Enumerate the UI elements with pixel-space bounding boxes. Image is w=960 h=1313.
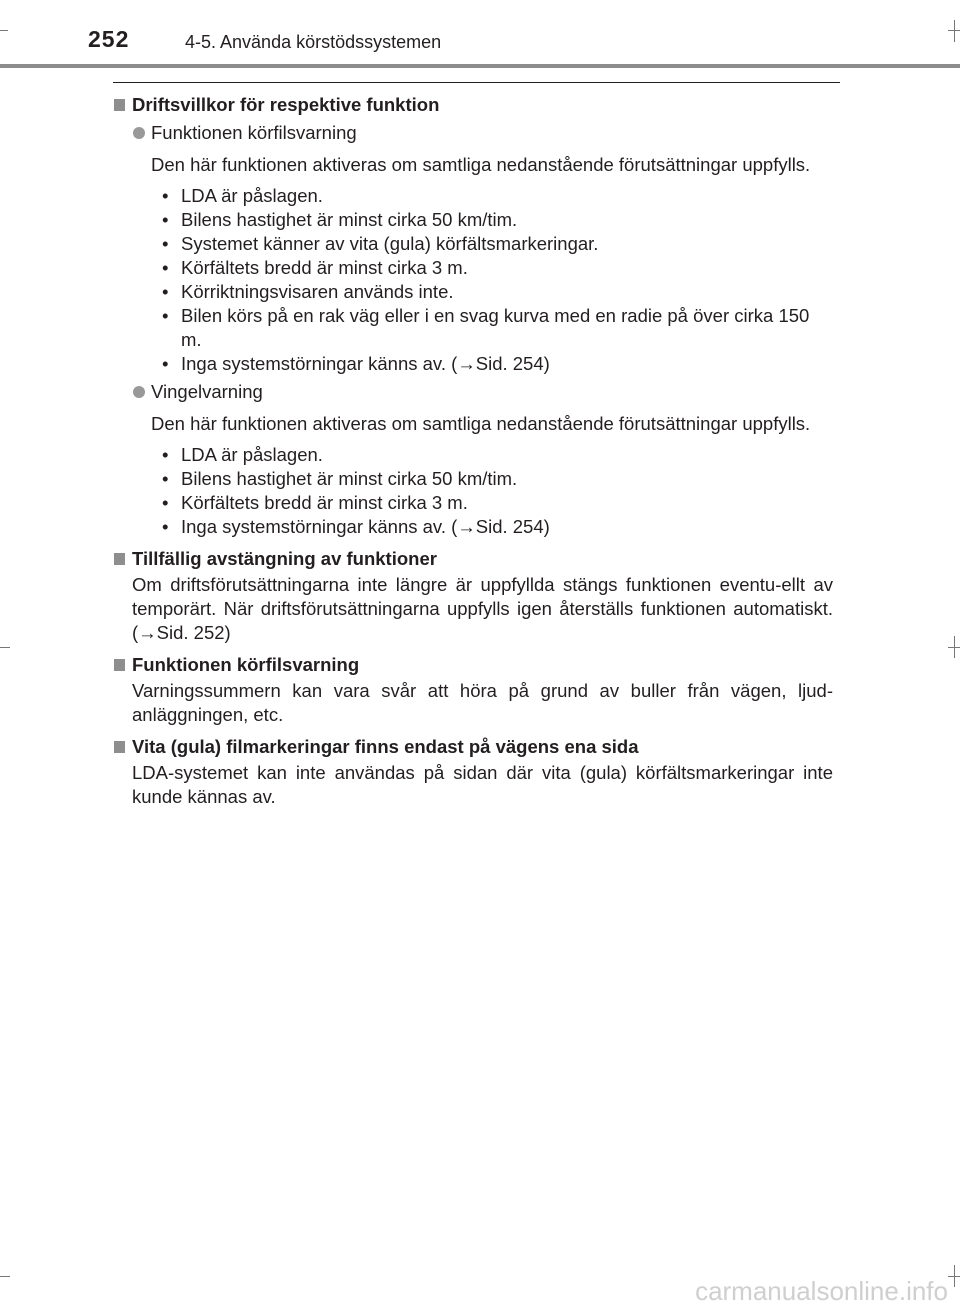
paragraph: Den här funktionen aktiveras om samtliga nedanstående förutsättningar uppfylls.	[151, 154, 811, 175]
section-heading: Vita (gula) filmarkeringar finns endast på vägens ena sida	[113, 735, 833, 759]
square-bullet-icon	[114, 659, 125, 671]
subsection-title: Vingelvarning	[113, 380, 833, 404]
bullet-icon: •	[162, 444, 169, 465]
crop-mark	[954, 1265, 955, 1287]
paragraph: Varningssummern kan vara svår att höra på grund av buller från vägen, ljud-anläggningen, etc.	[132, 680, 833, 725]
list-item: • Bilens hastighet är minst cirka 50 km/tim.	[162, 468, 518, 489]
bullet-list	[113, 443, 833, 539]
bullet-icon: •	[162, 233, 169, 254]
list-item: • Bilens hastighet är minst cirka 50 km/tim.	[162, 209, 518, 230]
list-item: • Inga systemstörningar känns av. (→Sid. 254)	[162, 516, 550, 537]
section-heading: Funktionen körfilsvarning	[113, 653, 833, 677]
bullet-icon: •	[162, 492, 169, 513]
crop-mark	[954, 20, 955, 42]
bullet-icon: •	[162, 516, 169, 537]
section-heading: Driftsvillkor för respektive funktion	[113, 93, 833, 117]
list-item: • Inga systemstörningar känns av. (→Sid. 254)	[162, 353, 550, 374]
content	[113, 93, 833, 809]
section-heading: Tillfällig avstängning av funktioner	[113, 547, 833, 571]
paragraph: Om driftsförutsättningarna inte längre är uppfyllda stängs funktionen eventu-ellt av temporärt. När driftsförutsättningarna uppfylls igen återställs funktionen automatiskt. (→Sid. 252)	[132, 574, 833, 643]
list-item: • Körfältets bredd är minst cirka 3 m.	[162, 257, 468, 278]
bullet-icon: •	[162, 305, 169, 326]
list-item: • Bilen körs på en rak väg eller i en svag kurva med en radie på över cirka 150 m.	[162, 305, 810, 350]
bullet-icon: •	[162, 281, 169, 302]
paragraph: Den här funktionen aktiveras om samtliga nedanstående förutsättningar uppfylls.	[151, 413, 811, 434]
bullet-icon: •	[162, 185, 169, 206]
circle-bullet-icon	[133, 386, 145, 398]
page-number: 252	[88, 26, 130, 52]
circle-bullet-icon	[133, 127, 145, 139]
crop-mark	[0, 30, 8, 31]
square-bullet-icon	[114, 99, 125, 111]
crop-mark	[954, 636, 955, 658]
bullet-icon: •	[162, 353, 169, 374]
crop-mark	[0, 1276, 10, 1277]
list-item: • Systemet känner av vita (gula) körfältsmarkeringar.	[162, 233, 599, 254]
section-title: 4-5. Använda körstödssystemen	[185, 32, 442, 52]
watermark: carmanualsonline.info	[695, 1276, 948, 1306]
bullet-list	[113, 184, 833, 376]
bullet-icon: •	[162, 209, 169, 230]
list-item: • Körriktningsvisaren används inte.	[162, 281, 454, 302]
list-item: • LDA är påslagen.	[162, 444, 323, 465]
bullet-icon: •	[162, 257, 169, 278]
crop-mark	[0, 647, 10, 648]
subsection-title: Funktionen körfilsvarning	[113, 121, 833, 145]
header-rule	[0, 64, 960, 68]
paragraph: LDA-systemet kan inte användas på sidan där vita (gula) körfältsmarkeringar inte kunde kännas av.	[132, 762, 833, 807]
list-item: • LDA är påslagen.	[162, 185, 323, 206]
content-rule	[113, 82, 840, 83]
list-item: • Körfältets bredd är minst cirka 3 m.	[162, 492, 468, 513]
square-bullet-icon	[114, 741, 125, 753]
bullet-icon: •	[162, 468, 169, 489]
square-bullet-icon	[114, 553, 125, 565]
